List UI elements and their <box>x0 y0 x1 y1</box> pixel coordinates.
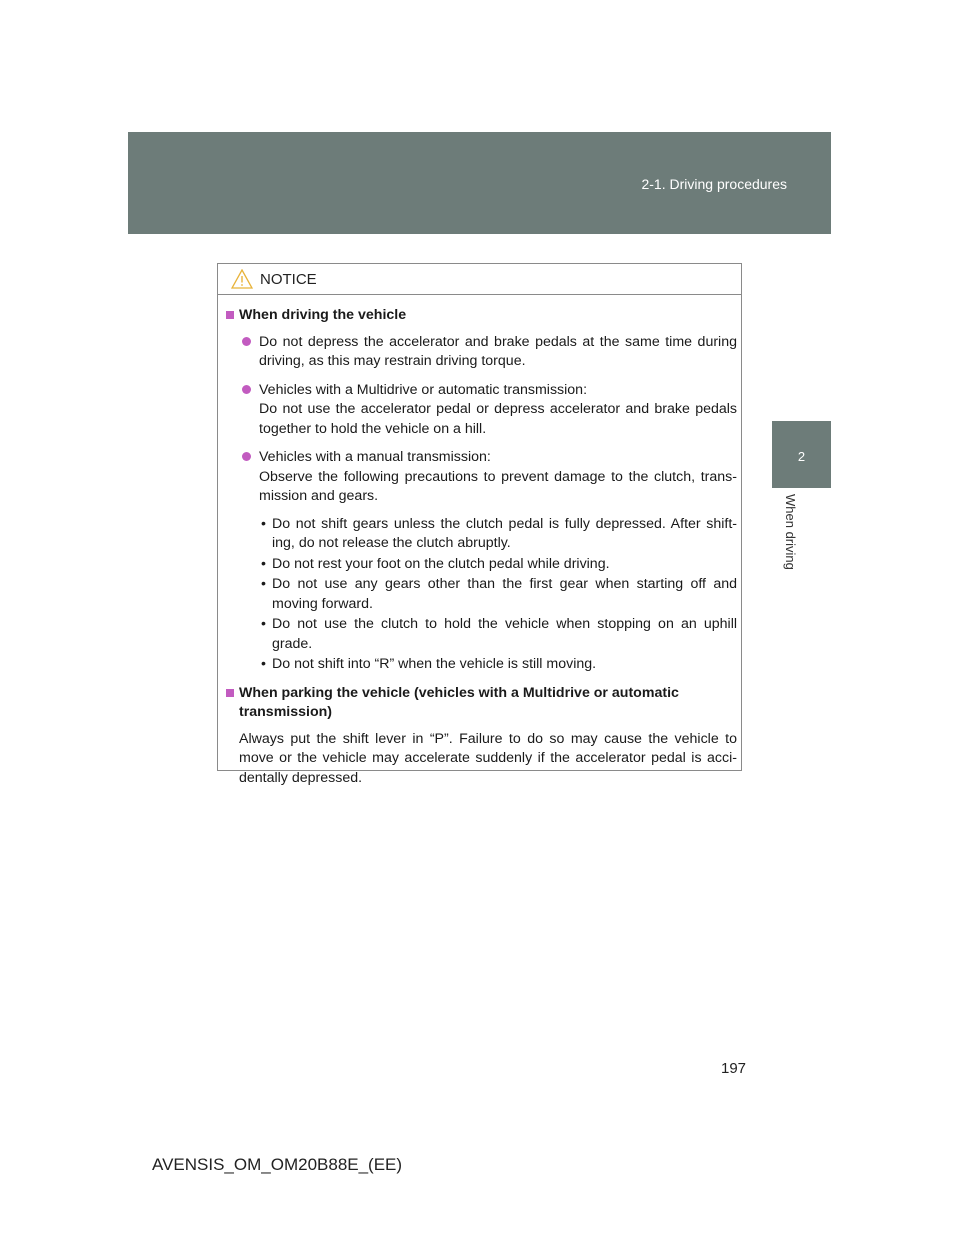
sub-bullet-icon: • <box>261 555 266 572</box>
bullet-text: Vehicles with a manual transmission: <box>259 449 491 465</box>
notice-header <box>218 264 741 295</box>
bullet-text: Observe the following precautions to prevent damage to the clutch, trans-mission and gears. <box>259 468 737 504</box>
sub-bullet-icon: • <box>261 576 266 592</box>
section-heading-text: When parking the vehicle (vehicles with a Multidrive or automatic transmission) <box>239 684 679 720</box>
sub-item <box>225 515 737 554</box>
square-bullet-icon <box>226 311 234 319</box>
round-bullet-icon <box>242 337 251 346</box>
round-bullet-icon <box>242 452 251 461</box>
sub-item-text: Do not shift gears unless the clutch pedal is fully depressed. After shift-ing, do not release the clutch abruptly. <box>272 515 737 551</box>
sub-item-text: Do not use any gears other than the first gear when starting off and moving forward. <box>272 576 737 612</box>
sub-list <box>225 515 737 675</box>
bullet-text: Do not use the accelerator pedal or depress accelerator and brake pedals together to hold the vehicle on a hill. <box>259 401 737 437</box>
section-heading-text: When driving the vehicle <box>239 307 407 323</box>
sub-item-text: Do not rest your foot on the clutch pedal while driving. <box>272 555 610 572</box>
section-heading <box>225 684 737 723</box>
chapter-header <box>128 132 831 234</box>
chapter-tab <box>772 421 831 488</box>
sub-bullet-icon: • <box>261 515 266 532</box>
sub-item <box>225 615 737 654</box>
sub-bullet-icon: • <box>261 616 266 632</box>
chapter-number: 2 <box>797 449 806 464</box>
sub-bullet-icon: • <box>261 656 266 672</box>
bullet-item <box>225 448 737 507</box>
bullet-item <box>225 381 737 440</box>
sub-item <box>225 655 737 675</box>
bullet-text: Do not depress the accelerator and brake pedals at the same time during driving, as this may restrain driving torque. <box>259 333 737 369</box>
sub-item <box>225 555 737 575</box>
document-code: AVENSIS_OM_OM20B88E_(EE) <box>152 1155 403 1174</box>
chapter-label <box>783 494 799 584</box>
notice-body <box>218 295 741 788</box>
warning-icon <box>231 269 253 289</box>
section-paragraph: Always put the shift lever in “P”. Failure to do so may cause the vehicle to move or the vehicle may accelerate suddenly if the accelerator pedal is acci-dentally depressed. <box>239 730 737 786</box>
section-heading <box>225 306 737 326</box>
sub-item <box>225 575 737 614</box>
notice-box <box>217 263 742 786</box>
chapter-label-text: When driving <box>783 494 798 570</box>
bullet-text: Vehicles with a Multidrive or automatic transmission: <box>259 381 588 398</box>
round-bullet-icon <box>242 385 251 394</box>
bullet-item <box>225 333 737 372</box>
page-number: 197 <box>721 1060 747 1077</box>
section-title: 2-1. Driving procedures <box>641 176 787 192</box>
sub-item-text: Do not shift into “R” when the vehicle is still moving. <box>272 656 597 672</box>
sub-item-text: Do not use the clutch to hold the vehicle when stopping on an uphill grade. <box>272 616 737 652</box>
square-bullet-icon <box>226 689 234 697</box>
notice-title: NOTICE <box>260 271 317 288</box>
